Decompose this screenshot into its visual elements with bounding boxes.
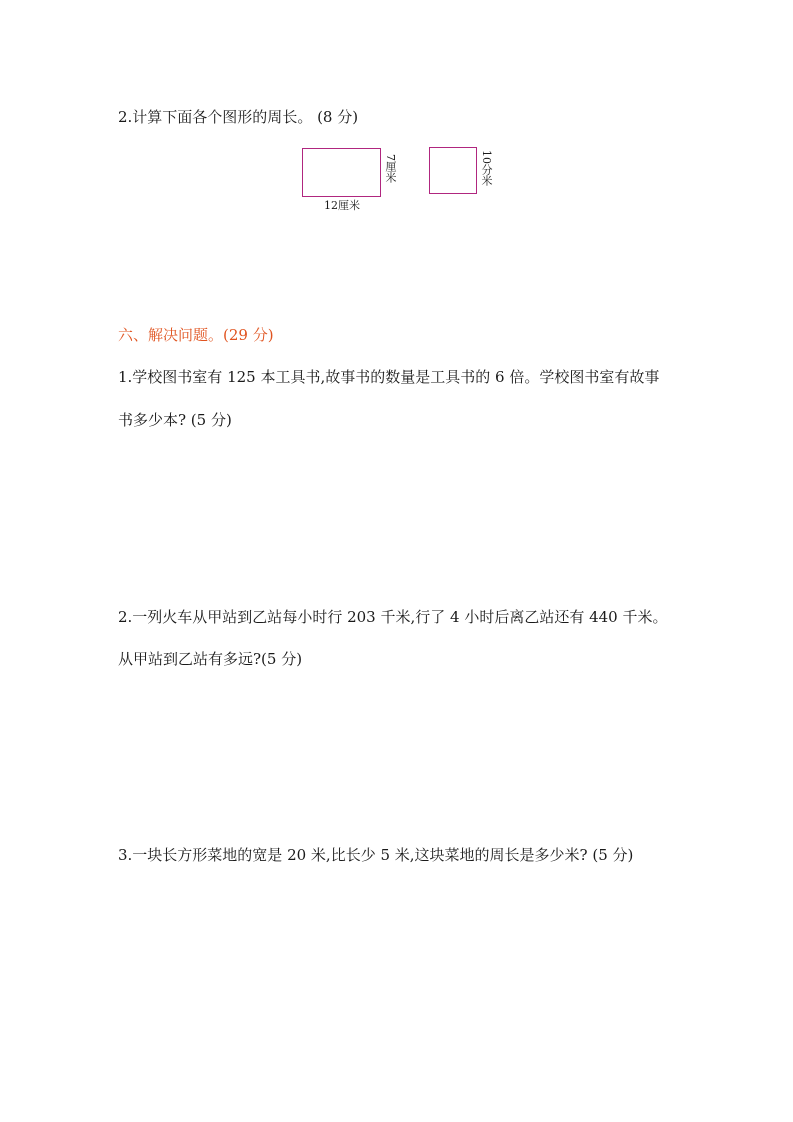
problem-3-line-1: 3.一块长方形菜地的宽是 20 米,比长少 5 米,这块菜地的周长是多少米? (5 分) — [118, 846, 634, 864]
problem-1-line-2: 书多少本? (5 分) — [118, 411, 232, 429]
problem-2-line-2: 从甲站到乙站有多远?(5 分) — [118, 650, 303, 668]
rectangle-width-label: 12厘米 — [324, 199, 360, 212]
problem-1-line-1: 1.学校图书室有 125 本工具书,故事书的数量是工具书的 6 倍。学校图书室有故事 — [118, 368, 660, 386]
square-side-label: 10分米 — [480, 150, 493, 186]
perimeter-question-text: 2.计算下面各个图形的周长。 (8 分) — [118, 108, 359, 126]
rectangle-height-label: 7厘米 — [384, 154, 397, 183]
square-shape — [429, 147, 477, 194]
problem-2-line-1: 2.一列火车从甲站到乙站每小时行 203 千米,行了 4 小时后离乙站还有 440 千米。 — [118, 608, 668, 626]
section-six-title: 六、解决问题。(29 分) — [118, 326, 274, 344]
rectangle-shape — [302, 148, 381, 197]
